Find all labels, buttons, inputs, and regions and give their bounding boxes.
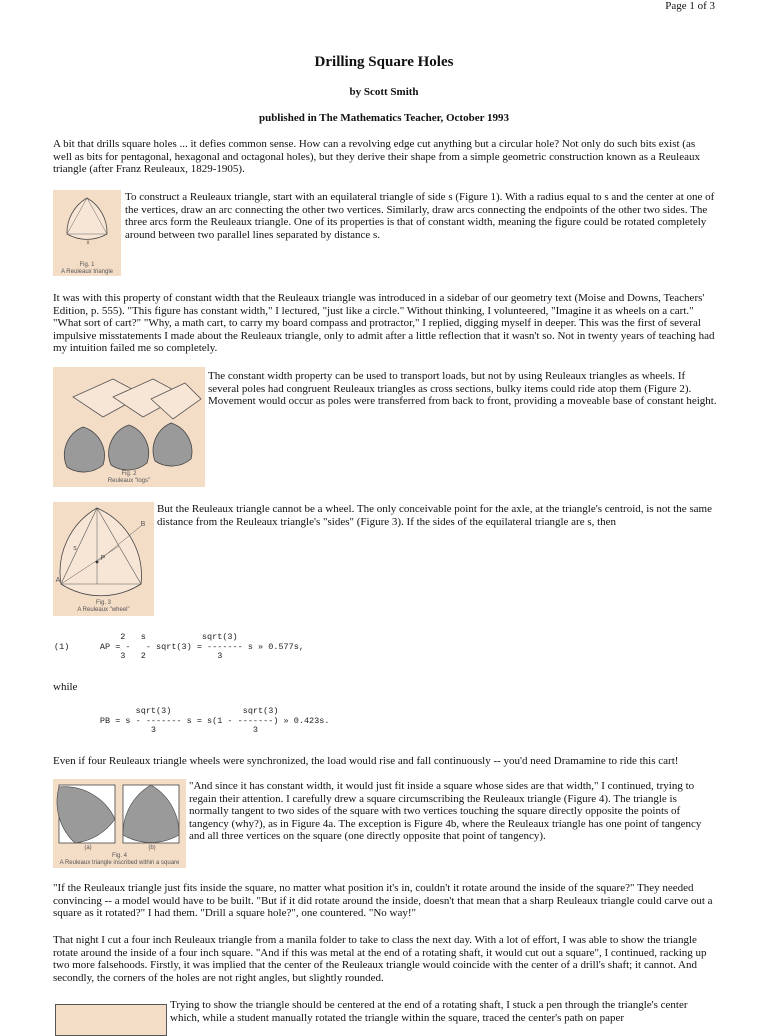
equation-1: 2 s sqrt(3) (1) AP = - - sqrt(3) = ------- s » 0.577s, 3 2 3	[54, 632, 304, 661]
fig2-caption: Reuleaux "logs"	[107, 478, 151, 484]
author-line: by Scott Smith	[349, 86, 419, 98]
paragraph-square: "And since it has constant width, it would just fit inside a square whose sides are that width," I continued, trying to regain their attention. I carefully drew a square circumscribing the Reuleaux triangle (Figure 4). The triangle is normally tangent to two sides of the square with two vertices touching the square directly opposite the points of tangency (why?), as in Figure 4a. The exception is Figure 4b, where the Reuleaux triangle has one point of tangency and all three vertices on the square (one directly opposite that point of tangency).	[189, 780, 702, 842]
fig2-label: Fig. 2	[121, 471, 137, 477]
fig4-label: Fig. 4	[111, 853, 127, 859]
fig4-caption: A Reuleaux triangle inscribed within a square	[59, 860, 180, 866]
fig3-label-a: A	[55, 577, 61, 584]
figure-1	[53, 190, 121, 276]
paragraph-wheel: But the Reuleaux triangle cannot be a wheel. The only conceivable point for the axle, at the triangle's centroid, is not the same distance from the Reuleaux triangle's "sides" (Figure 3). If the sides of the equilateral triangle are s, then	[157, 503, 712, 528]
fig4-sub-a: (a)	[84, 845, 92, 851]
paragraph-constant-width: It was with this property of constant width that the Reuleaux triangle was introduced in a sidebar of our geometry text (Moise and Downs, Teachers' Edition, p. 555). "This figure has constant width," I lectured, "just like a circle." Without thinking, I volunteered, "Imagine it as wheels on a cart." "What sort of cart?" "Why, a math cart, to carry my board compass and protractor," I replied, digging myself in deeper. This was the first of several impulsive misstatements I made about the Reuleaux triangle, only to admit after a little reflection that it wasn't so. Not in twenty years of teaching had my intuition failed me so completely.	[53, 292, 715, 354]
fig1-vertex-label: x	[86, 240, 90, 246]
publication-line: published in The Mathematics Teacher, October 1993	[258, 112, 510, 124]
fig3-label-b: B	[140, 521, 146, 528]
paragraph-dramamine: Even if four Reuleaux triangle wheels were synchronized, the load would rise and fall continuously -- you'd need Dramamine to ride this cart!	[53, 755, 679, 767]
fig3-label-s: s	[73, 545, 77, 552]
paragraph-while: while	[53, 681, 78, 693]
fig3-label: Fig. 3	[95, 600, 111, 606]
fig1-label: Fig. 1	[79, 262, 95, 268]
fig3-caption: A Reuleaux "wheel"	[77, 607, 130, 613]
figure-2	[53, 367, 205, 487]
fig3-label-p: P	[100, 555, 106, 562]
fig4-sub-b: (b)	[148, 845, 156, 851]
fig1-caption: A Reuleaux triangle	[60, 269, 114, 275]
paragraph-construction: To construct a Reuleaux triangle, start with an equilateral triangle of side s (Figure 1). With a radius equal to s and the center at one of the vertices, draw an arc connecting the other two vertices. Similarly, draw arcs connecting the endpoints of the other two sides. The three arcs form the Reuleaux triangle. One of its properties is that of constant width, meaning the figure could be rotated completely around between two parallel lines separated by distance s.	[125, 191, 715, 241]
page-title: Drilling Square Holes	[314, 54, 454, 70]
reuleaux-logs-image	[53, 367, 205, 487]
figure-4	[53, 779, 186, 868]
figure-5-partial	[55, 1004, 167, 1036]
paragraph-model: That night I cut a four inch Reuleaux triangle from a manila folder to take to class the next day. With a lot of effort, I was able to show the triangle rotate around the inside of a four inch square. "And if this was metal at the end of a rotating shaft, it would cut out a square", I continued, racking up two more falsehoods. Firstly, it was implied that the center of the Reuleaux triangle would coincide with the center of a drill's shaft; it cannot. And secondly, the corners of the holes are not right angles, but slightly rounded.	[53, 934, 707, 984]
paragraph-rotate: "If the Reuleaux triangle just fits inside the square, no matter what position it's in, couldn't it rotate around the inside of the square?" They needed convincing -- a model would have to be built. "But if it did rotate around the inside, doesn't that mean that a sharp Reuleaux triangle could carve out a square as it rotated?" I had them. "Drill a square hole?", one countered. "No way!"	[53, 882, 713, 919]
equation-2: sqrt(3) sqrt(3) PB = s - ------- s = s(1 - -------) » 0.423s. 3 3	[99, 706, 330, 735]
figure-3	[53, 502, 154, 616]
page-number: Page 1 of 3	[665, 0, 715, 12]
paragraph-intro: A bit that drills square holes ... it defies common sense. How can a revolving edge cut anything but a circular hole? Not only do such bits exist (as well as bits for pentagonal, hexagonal and octagonal holes), but they derive their shape from a simple geometric construction known as a Reuleaux triangle (after Franz Reuleaux, 1829-1905).	[53, 138, 700, 175]
paragraph-trace: Trying to show the triangle should be centered at the end of a rotating shaft, I stuck a pen through the triangle's center which, while a student manually rotated the triangle within the square, traced the center's path on paper	[170, 999, 688, 1024]
paragraph-transport: The constant width property can be used to transport loads, but not by using Reuleaux triangles as wheels. If several poles had congruent Reuleaux triangles as cross sections, bulky items could ride atop them (Figure 2). Movement would occur as poles were transferred from back to front, providing a moveable base of constant height.	[208, 370, 717, 407]
